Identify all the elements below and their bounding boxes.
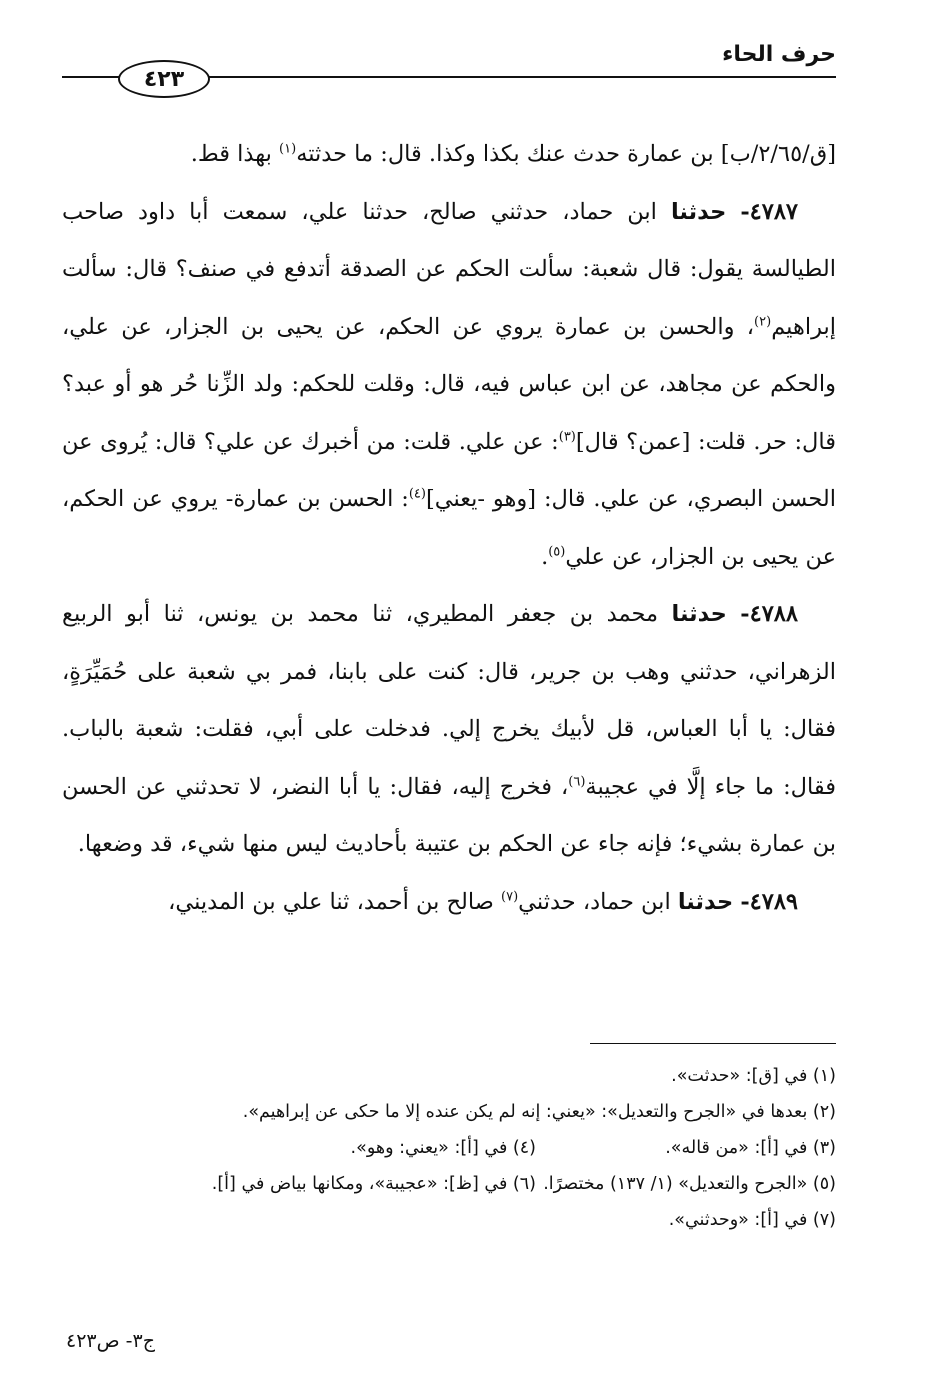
continuation-paragraph: [ق/٢/٦٥/ب] بن عمارة حدث عنك بكذا وكذا. قال: ما حدثته$^{(١)}$ بهذا قط. bbox=[190, 141, 836, 167]
volume-page-reference: ج٣- ص٤٢٣ bbox=[66, 1330, 155, 1352]
hadith-4789: ٤٧٨٩- حدثنا ابن حماد، حدثني$^{(٧)}$ صالح بن أحمد، ثنا علي بن المديني، bbox=[168, 888, 798, 915]
footnote-5: (٥) «الجرح والتعديل» (١/ ١٣٧) مختصرًا. bbox=[543, 1174, 836, 1194]
hadith-4788: ٤٧٨٨- حدثنا محمد بن جعفر المطيري، ثنا محمد بن يونس، ثنا أبو الربيع الزهراني، حدثني وهب بن جرير، قال: كنت على بابنا، فمر بي شعبة على حُمَيِّرَةٍ، فقال: يا أبا العباس، قل لأبيك يخرج إلي. فدخلت على أبي، فقلت: شعبة بالباب. فقال: ما جاء إلَّا في عجيبة$^{(٦)}$، فخرج إليه، فقال: يا أبا النضر، لا تحدثني عن الحسن بن عمارة بشيء؛ فإنه جاء عن الحكم بن عتيبة بأحاديث ليس منها شيء، قد وضعها. bbox=[62, 601, 836, 857]
haddathana-label: حدثنا bbox=[671, 601, 727, 627]
footnote-3: (٣) في [أ]: «من قاله». bbox=[665, 1138, 836, 1158]
footnote-1: (١) في [ق]: «حدثت». bbox=[671, 1066, 836, 1086]
footnote-2: (٢) بعدها في «الجرح والتعديل»: «يعني: إنه لم يكن عنده إلا ما حكى عن إبراهيم». bbox=[242, 1102, 836, 1122]
footnote-ref-3: (٣) bbox=[558, 429, 576, 444]
page-number: ٤٢٣ bbox=[143, 66, 185, 92]
footnote-ref-7: (٧) bbox=[501, 889, 519, 904]
footnote-row-3-4 bbox=[62, 1130, 836, 1166]
footnote-ref-4: (٤) bbox=[408, 486, 426, 502]
hadith-number: ٤٧٨٨- bbox=[740, 601, 798, 627]
footnote-rule bbox=[590, 1043, 836, 1044]
page-number-badge bbox=[118, 60, 210, 98]
hadith-4787: ٤٧٨٧- حدثنا ابن حماد، حدثني صالح، حدثنا علي، سمعت أبا داود صاحب الطيالسة يقول: قال شعبة: سألت الحكم عن الصدقة أتدفع في صنف؟ قال: سألت إبراهيم$^{(٢)}$، والحسن بن عمارة يروي عن الحكم، عن يحيى بن الجزار، عن علي، والحكم عن مجاهد، عن ابن عباس فيه، قال: وقلت للحكم: ولد الزِّنا حُر هو أو عبد؟ قال: حر. قلت: [عمن؟ قال]$^{(٣)}$: عن علي. قلت: من أخبرك عن علي؟ قال: يُروى عن الحسن البصري، عن علي. قال: [وهو -يعني]$^{(٤)}$: الحسن بن عمارة- يروي عن الحكم، عن يحيى بن الجزار، عن علي$^{(٥)}$. bbox=[62, 198, 836, 570]
main-text bbox=[62, 126, 836, 931]
footnote-ref-2: (٢) bbox=[754, 314, 772, 329]
haddathana-label: حدثنا bbox=[670, 198, 727, 225]
footnote-row-5-6 bbox=[62, 1166, 836, 1202]
footnotes bbox=[62, 1058, 836, 1238]
footnote-ref-1: (١) bbox=[279, 141, 297, 157]
haddathana-label: حدثنا bbox=[677, 888, 734, 915]
footnote-4: (٤) في [أ]: «يعني: وهو». bbox=[350, 1138, 536, 1158]
footnote-6: (٦) في [ظ]: «عجيبة»، ومكانها بياض في [أ]. bbox=[211, 1174, 536, 1194]
hadith-number: ٤٧٨٧- bbox=[740, 198, 799, 225]
footnote-7: (٧) في [أ]: «وحدثني». bbox=[668, 1210, 836, 1230]
footnote-ref-6: (٦) bbox=[568, 774, 586, 789]
footnote-ref-5: (٥) bbox=[548, 544, 566, 559]
section-title: حرف الحاء bbox=[722, 42, 836, 67]
hadith-number: ٤٧٨٩- bbox=[740, 888, 798, 915]
